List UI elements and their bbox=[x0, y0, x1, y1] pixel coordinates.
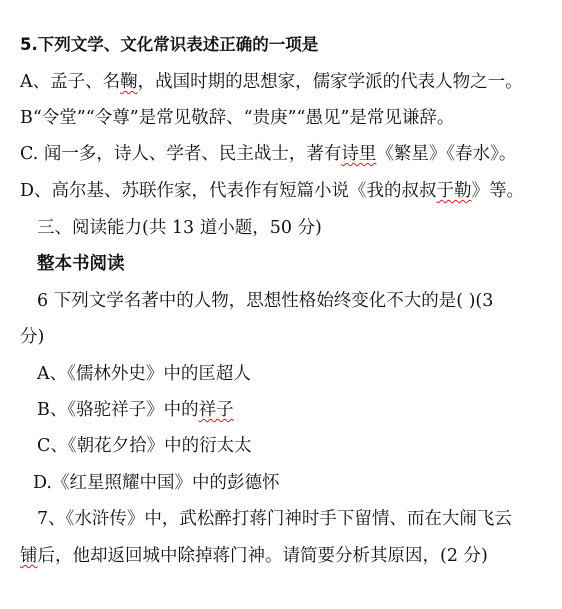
option-b-marked-text: 祥子 bbox=[198, 400, 234, 420]
question-6-stem-line-1: 6 下列文学名著中的人物，思想性格始终变化不大的是( )(3 bbox=[37, 291, 494, 311]
question-6-stem-line-2: 分) bbox=[20, 327, 45, 347]
question-5-option-a bbox=[20, 71, 523, 93]
question-5-stem: 5.下列文学、文化常识表述正确的一项是 bbox=[20, 35, 319, 54]
option-b-text: B、《骆驼祥子》中的 bbox=[37, 400, 199, 420]
question-6-option-c: C、《朝花夕拾》中的衍太太 bbox=[37, 436, 252, 456]
option-c-text-2: 《繁星》《春水》。 bbox=[376, 144, 517, 164]
question-7-stem-line-2 bbox=[20, 545, 488, 567]
question-6-option-b bbox=[37, 399, 234, 421]
question-5-option-d bbox=[20, 180, 524, 202]
question-5-option-b: B“令堂”“令尊”是常见敬辞、“贵庚”“愚见”是常见谦辞。 bbox=[20, 108, 455, 128]
question-7-marked-char: 铺 bbox=[20, 546, 38, 566]
option-a-marked-char: 鞠 bbox=[120, 72, 138, 92]
question-7-stem-line-1: 7、《水浒传》中，武松醉打蒋门神时手下留情、而在大闹飞云 bbox=[37, 509, 512, 529]
option-c-marked-text: 诗里 bbox=[341, 144, 377, 164]
question-6-option-a: A、《儒林外史》中的匡超人 bbox=[37, 364, 251, 384]
subsection-heading: 整本书阅读 bbox=[37, 254, 125, 274]
option-d-text-2: 》等。 bbox=[471, 181, 525, 201]
question-6-option-d: D.《红星照耀中国》中的彭德怀 bbox=[33, 473, 280, 493]
option-c-text-1: C. 闻一多，诗人、学者、民主战士，著有 bbox=[20, 144, 342, 164]
section-heading: 三、阅读能力(共 13 道小题，50 分) bbox=[37, 218, 322, 238]
option-a-text-1: A、孟子、名 bbox=[20, 72, 121, 92]
question-5-option-c bbox=[20, 143, 516, 165]
option-a-text-2: ，战国时期的思想家，儒家学派的代表人物之一。 bbox=[137, 72, 523, 92]
option-d-text-1: D、高尔基、苏联作家，代表作有短篇小说《我的叔叔 bbox=[20, 181, 437, 201]
option-d-marked-text: 于勒 bbox=[436, 181, 472, 201]
question-7-text: 后，他却返回城中除掉蒋门神。请简要分析其原因，(2 分) bbox=[37, 546, 488, 566]
